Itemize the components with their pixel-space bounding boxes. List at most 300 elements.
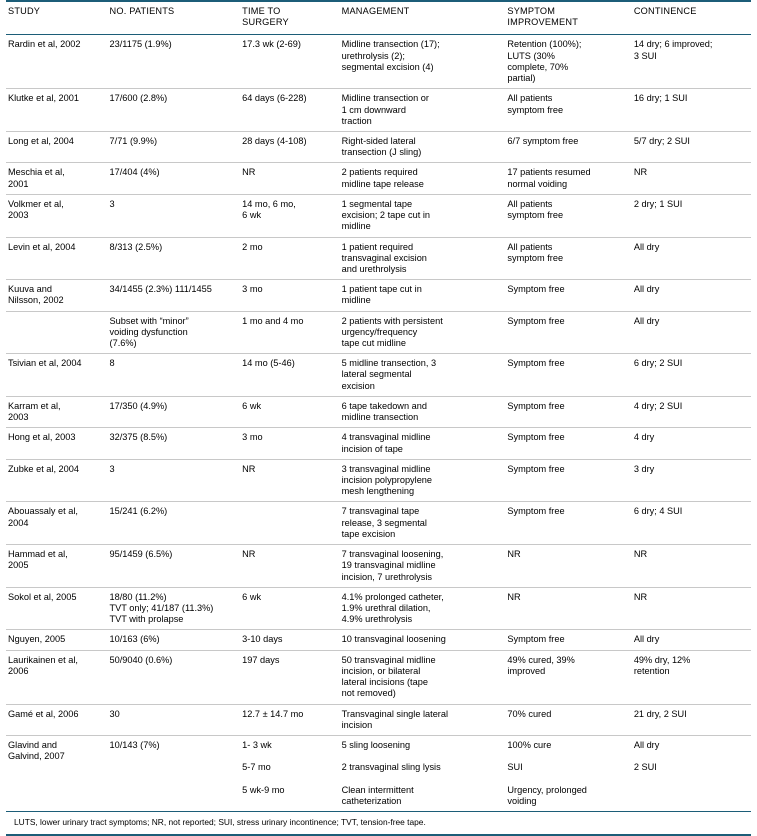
cell-line: 4.9% urethrolysis [341, 614, 413, 625]
cell-line: lateral segmental [341, 369, 412, 380]
cell-management [340, 502, 506, 545]
cell-management [340, 428, 506, 459]
cell-line: 6 tape takedown and [341, 400, 427, 411]
cell-study [6, 237, 108, 280]
column-header-symptom-improvement [505, 1, 631, 35]
cell-line: 5/7 dry; 2 SUI [633, 135, 690, 146]
cell-line: 197 days [242, 654, 280, 665]
cell-no-patients [108, 459, 241, 502]
cell-line: 6 wk [242, 400, 262, 411]
cell-line: 7/71 (9.9%) [109, 135, 158, 146]
cell-line: 70% cured [507, 708, 552, 719]
cell-line: (7.6%) [109, 338, 137, 349]
cell-continence [632, 735, 751, 811]
cell-line: 1- 3 wk [242, 739, 272, 750]
cell-management [340, 194, 506, 237]
cell-study [6, 428, 108, 459]
cell-line: midline [341, 221, 371, 232]
table-row [6, 587, 751, 630]
cell-line: 1 patient required [341, 241, 414, 252]
header-line: SURGERY [242, 17, 289, 28]
cell-no-patients [108, 163, 241, 194]
cell-study [6, 311, 108, 354]
cell-time-to-surgery [240, 280, 339, 311]
cell-line: 15/241 (6.2%) [109, 506, 168, 517]
cell-line: 8/313 (2.5%) [109, 241, 163, 252]
cell-line: transection (J sling) [341, 147, 422, 158]
cell-line: 100% cure [507, 739, 552, 750]
cell-line: Symptom free [507, 506, 565, 517]
cell-time-to-surgery [240, 502, 339, 545]
cell-continence [632, 650, 751, 704]
cell-line: 17 patients resumed [507, 167, 591, 178]
cell-line: Rardin et al, 2002 [8, 39, 81, 50]
cell-symptom-improvement [505, 311, 631, 354]
cell-line: 2 transvaginal sling lysis [341, 762, 441, 773]
cell-line: 1 mo and 4 mo [242, 315, 304, 326]
cell-line: transvaginal excision [341, 252, 427, 263]
cell-line: 17/350 (4.9%) [109, 400, 168, 411]
table-row [6, 630, 751, 650]
cell-line: 12.7 ± 14.7 mo [242, 708, 304, 719]
cell-line: Symptom free [507, 400, 565, 411]
header-line: TIME TO [242, 6, 281, 16]
cell-line: NR [507, 591, 521, 602]
cell-continence [632, 587, 751, 630]
cell-line: retention [633, 665, 670, 676]
cell-line: 5 wk-9 mo [242, 784, 285, 795]
table-row [6, 280, 751, 311]
cell-line [242, 751, 333, 762]
cell-line: 30 [109, 708, 120, 719]
cell-line: 6 dry; 2 SUI [633, 358, 683, 369]
column-header-management [340, 1, 506, 35]
header-line: SYMPTOM [507, 6, 556, 16]
cell-continence [632, 428, 751, 459]
cell-line: 21 dry, 2 SUI [633, 708, 687, 719]
cell-time-to-surgery [240, 237, 339, 280]
cell-line: All dry [633, 241, 660, 252]
cell-line: 2006 [8, 665, 29, 676]
cell-line: 4 dry [633, 432, 655, 443]
cell-symptom-improvement [505, 131, 631, 162]
cell-line: 1 segmental tape [341, 198, 413, 209]
cell-management [340, 311, 506, 354]
cell-time-to-surgery [240, 396, 339, 427]
cell-time-to-surgery [240, 35, 339, 89]
cell-continence [632, 194, 751, 237]
cell-management [340, 163, 506, 194]
cell-no-patients [108, 545, 241, 588]
cell-line: tape excision [341, 528, 396, 539]
cell-management [340, 280, 506, 311]
column-header-continence [632, 1, 751, 35]
cell-management [340, 650, 506, 704]
cell-line: 1 cm downward [341, 104, 406, 115]
cell-line: Kuuva and [8, 284, 52, 295]
cell-line: 2003 [8, 412, 29, 423]
cell-line: Tsivian et al, 2004 [8, 358, 82, 369]
cell-no-patients [108, 704, 241, 735]
cell-line: 2003 [8, 210, 29, 221]
table-row [6, 545, 751, 588]
cell-line: 4 dry; 2 SUI [633, 400, 683, 411]
header-line: NO. PATIENTS [109, 6, 175, 16]
cell-line [507, 751, 625, 762]
cell-line: Hammad et al, [8, 549, 68, 560]
cell-time-to-surgery [240, 163, 339, 194]
cell-line: Symptom free [507, 284, 565, 295]
cell-management [340, 704, 506, 735]
cell-line: Subset with “minor” [109, 315, 189, 326]
cell-management [340, 630, 506, 650]
cell-line: 6 dry; 4 SUI [633, 506, 683, 517]
cell-line: Long et al, 2004 [8, 135, 74, 146]
cell-line: 2 dry; 1 SUI [633, 198, 683, 209]
cell-continence [632, 630, 751, 650]
cell-no-patients [108, 237, 241, 280]
cell-study [6, 396, 108, 427]
cell-line: 17/404 (4%) [109, 167, 160, 178]
cell-line: complete, 70% [507, 61, 569, 72]
cell-line: excision; 2 tape cut in [341, 210, 430, 221]
cell-line: midline transection [341, 412, 419, 423]
cell-symptom-improvement [505, 89, 631, 132]
cell-line: Retention (100%); [507, 39, 582, 50]
cell-line: incision [341, 719, 373, 730]
cell-time-to-surgery [240, 459, 339, 502]
cell-line: Midline transection or [341, 93, 429, 104]
cell-symptom-improvement [505, 354, 631, 397]
cell-no-patients [108, 280, 241, 311]
cell-line [342, 751, 500, 762]
cell-line: Galvind, 2007 [8, 751, 65, 762]
column-header-no-patients [108, 1, 241, 35]
cell-line: incision polypropylene [341, 475, 433, 485]
cell-line: 1 patient tape cut in [341, 284, 422, 295]
cell-line: Zubke et al, 2004 [8, 463, 79, 474]
cell-line: urethrolysis (2); [341, 50, 405, 61]
cell-symptom-improvement [505, 35, 631, 89]
cell-line: Symptom free [507, 315, 565, 326]
cell-line: 5 sling loosening [341, 739, 411, 750]
cell-symptom-improvement [505, 545, 631, 588]
cell-line: Nguyen, 2005 [8, 634, 66, 645]
cell-line: SUI [507, 762, 523, 773]
table-row [6, 502, 751, 545]
cell-line: Karram et al, [8, 400, 61, 411]
cell-line: 2004 [8, 517, 29, 528]
cell-line: NR [633, 549, 648, 560]
cell-continence [632, 131, 751, 162]
cell-symptom-improvement [505, 502, 631, 545]
cell-line: 3 transvaginal midline [341, 463, 431, 474]
cell-line: incision, or bilateral [341, 665, 421, 676]
cell-study [6, 194, 108, 237]
cell-no-patients [108, 630, 241, 650]
cell-line: Volkmer et al, [8, 198, 64, 209]
table-row [6, 735, 751, 811]
table-row [6, 89, 751, 132]
table-row [6, 194, 751, 237]
studies-table [6, 0, 751, 812]
cell-time-to-surgery [240, 630, 339, 650]
cell-study [6, 587, 108, 630]
cell-time-to-surgery [240, 354, 339, 397]
cell-line: 49% cured, 39% [507, 654, 575, 665]
cell-line: segmental excision (4) [341, 61, 434, 72]
cell-line: incision of tape [341, 443, 403, 454]
cell-study [6, 89, 108, 132]
cell-time-to-surgery [240, 545, 339, 588]
table-row [6, 396, 751, 427]
cell-line: release, 3 segmental [341, 517, 427, 528]
cell-line: 10/163 (6%) [109, 634, 160, 645]
cell-line: 3 [109, 463, 115, 474]
cell-line: partial) [507, 73, 536, 84]
cell-no-patients [108, 650, 241, 704]
cell-time-to-surgery [240, 650, 339, 704]
cell-line: 50/9040 (0.6%) [109, 654, 173, 665]
cell-line: All dry [633, 284, 660, 295]
table-row [6, 428, 751, 459]
table-row [6, 163, 751, 194]
cell-line: lateral incisions (tape [341, 677, 428, 688]
cell-study [6, 735, 108, 811]
cell-line: Symptom free [507, 358, 565, 369]
cell-no-patients [108, 311, 241, 354]
cell-line: 23/1175 (1.9%) [109, 39, 172, 50]
cell-line: Symptom free [507, 432, 565, 443]
cell-line: midline [341, 295, 371, 306]
table-row [6, 311, 751, 354]
cell-study [6, 163, 108, 194]
cell-line: 8 [109, 358, 115, 369]
cell-time-to-surgery [240, 311, 339, 354]
cell-study [6, 131, 108, 162]
cell-line: 64 days (6-228) [242, 93, 307, 104]
table-row [6, 650, 751, 704]
cell-line: 14 mo (5-46) [242, 358, 295, 369]
cell-line: 3 [109, 198, 115, 209]
cell-line: NR [507, 549, 521, 560]
cell-symptom-improvement [505, 587, 631, 630]
cell-continence [632, 502, 751, 545]
cell-line: 2005 [8, 560, 29, 571]
cell-continence [632, 163, 751, 194]
cell-line [242, 506, 333, 517]
cell-no-patients [108, 735, 241, 811]
cell-line: Midline transection (17); [341, 39, 440, 50]
cell-management [340, 89, 506, 132]
cell-line: 3 mo [242, 284, 263, 295]
cell-continence [632, 459, 751, 502]
header-line: MANAGEMENT [341, 6, 410, 16]
cell-symptom-improvement [505, 735, 631, 811]
cell-management [340, 35, 506, 89]
table-row [6, 35, 751, 89]
cell-line: Clean intermittent [341, 784, 414, 795]
cell-line: Hong et al, 2003 [8, 432, 76, 443]
cell-line: urgency/frequency [341, 326, 418, 337]
cell-line: incision, 7 urethrolysis [341, 571, 433, 582]
table-row [6, 237, 751, 280]
cell-line: NR [633, 167, 648, 178]
cell-line: tape cut midline [341, 338, 406, 349]
cell-line: 4.1% prolonged catheter, [341, 591, 444, 602]
cell-symptom-improvement [505, 630, 631, 650]
cell-line: 28 days (4-108) [242, 135, 307, 146]
cell-line: 19 transvaginal midline [341, 560, 436, 571]
cell-management [340, 237, 506, 280]
cell-line: 6/7 symptom free [507, 135, 579, 146]
cell-line: All patients [507, 198, 553, 209]
cell-line: 18/80 (11.2%) [109, 591, 167, 602]
cell-line: excision [341, 380, 375, 391]
cell-time-to-surgery [240, 587, 339, 630]
cell-line: NR [242, 549, 256, 560]
cell-line: 2 SUI [633, 762, 657, 773]
cell-line: 6 wk [242, 210, 262, 221]
cell-line: TVT with prolapse [109, 614, 184, 625]
table-row [6, 131, 751, 162]
header-line: CONTINENCE [633, 6, 697, 16]
cell-line: 4 transvaginal midline [341, 432, 431, 443]
cell-line: 5-7 mo [242, 762, 271, 773]
cell-line: 3-10 days [242, 634, 283, 645]
cell-line: 6 wk [242, 591, 262, 602]
cell-management [340, 396, 506, 427]
table-body [6, 35, 751, 812]
cell-management [340, 131, 506, 162]
cell-line: symptom free [507, 252, 564, 263]
cell-line: traction [341, 115, 372, 126]
cell-line: Urgency, prolonged [507, 784, 587, 795]
cell-line: NR [242, 167, 256, 178]
cell-line: Transvaginal single lateral [341, 708, 449, 719]
cell-management [340, 587, 506, 630]
cell-symptom-improvement [505, 704, 631, 735]
cell-line: Glavind and [8, 739, 58, 750]
cell-line: 32/375 (8.5%) [109, 432, 168, 443]
cell-line: 3 dry [633, 463, 655, 474]
cell-line: Klutke et al, 2001 [8, 93, 79, 104]
table-row [6, 459, 751, 502]
cell-line: 3 mo [242, 432, 263, 443]
cell-line: symptom free [507, 104, 564, 115]
cell-continence [632, 396, 751, 427]
cell-study [6, 354, 108, 397]
cell-line: All dry [633, 315, 660, 326]
cell-symptom-improvement [505, 237, 631, 280]
table-row [6, 354, 751, 397]
cell-symptom-improvement [505, 396, 631, 427]
cell-line: catheterization [341, 796, 402, 807]
cell-line: 17.3 wk (2-69) [242, 39, 301, 50]
cell-study [6, 35, 108, 89]
cell-continence [632, 237, 751, 280]
cell-line: TVT only; 41/187 (11.3%) [109, 602, 214, 613]
cell-time-to-surgery [240, 428, 339, 459]
cell-continence [632, 704, 751, 735]
cell-study [6, 630, 108, 650]
cell-line: 2 patients required [341, 167, 418, 178]
cell-line [507, 774, 625, 785]
cell-management [340, 735, 506, 811]
cell-no-patients [108, 89, 241, 132]
column-header-time-to-surgery [240, 1, 339, 35]
cell-line [242, 774, 333, 785]
cell-line: mesh lengthening [341, 486, 415, 497]
cell-symptom-improvement [505, 428, 631, 459]
cell-line: All patients [507, 93, 553, 104]
cell-continence [632, 311, 751, 354]
cell-continence [632, 89, 751, 132]
cell-no-patients [108, 35, 241, 89]
table-row [6, 704, 751, 735]
cell-line: Symptom free [507, 634, 565, 645]
cell-line: Laurikainen et al, [8, 654, 78, 665]
cell-management [340, 354, 506, 397]
cell-line: 2 mo [242, 241, 263, 252]
cell-line: 14 dry; 6 improved; [633, 39, 713, 50]
cell-time-to-surgery [240, 735, 339, 811]
cell-line: All dry [633, 739, 660, 750]
cell-line: symptom free [507, 210, 564, 221]
cell-study [6, 650, 108, 704]
cell-line: Abouassaly et al, [8, 506, 78, 517]
cell-line: Levin et al, 2004 [8, 241, 76, 252]
cell-line [342, 774, 500, 785]
cell-line [8, 316, 102, 327]
cell-line: 7 transvaginal tape [341, 506, 420, 517]
cell-line: 16 dry; 1 SUI [633, 93, 688, 104]
cell-time-to-surgery [240, 131, 339, 162]
cell-line: 7 transvaginal loosening, [341, 549, 444, 560]
cell-management [340, 545, 506, 588]
cell-line [634, 751, 745, 762]
table-header [6, 1, 751, 35]
cell-continence [632, 545, 751, 588]
cell-line: 49% dry, 12% [633, 654, 691, 665]
cell-no-patients [108, 354, 241, 397]
cell-line: Right-sided lateral [341, 135, 416, 146]
cell-line: and urethrolysis [341, 263, 407, 274]
cell-continence [632, 35, 751, 89]
cell-study [6, 502, 108, 545]
cell-line: 2 patients with persistent [341, 315, 443, 326]
cell-management [340, 459, 506, 502]
cell-line: 14 mo, 6 mo, [242, 198, 296, 209]
cell-time-to-surgery [240, 704, 339, 735]
cell-time-to-surgery [240, 89, 339, 132]
cell-line: Nilsson, 2002 [8, 295, 64, 306]
column-header-study [6, 1, 108, 35]
cell-line: 3 SUI [633, 50, 657, 61]
cell-line: normal voiding [507, 178, 568, 189]
cell-line: NR [242, 463, 256, 474]
cell-symptom-improvement [505, 163, 631, 194]
cell-line: not removed) [341, 688, 396, 699]
cell-line: All dry [633, 634, 660, 645]
cell-line: Sokol et al, 2005 [8, 591, 77, 602]
cell-line: voiding dysfunction [109, 326, 188, 337]
cell-continence [632, 354, 751, 397]
cell-no-patients [108, 194, 241, 237]
cell-no-patients [108, 131, 241, 162]
cell-line: 50 transvaginal midline [341, 654, 436, 665]
header-line: STUDY [8, 6, 41, 16]
